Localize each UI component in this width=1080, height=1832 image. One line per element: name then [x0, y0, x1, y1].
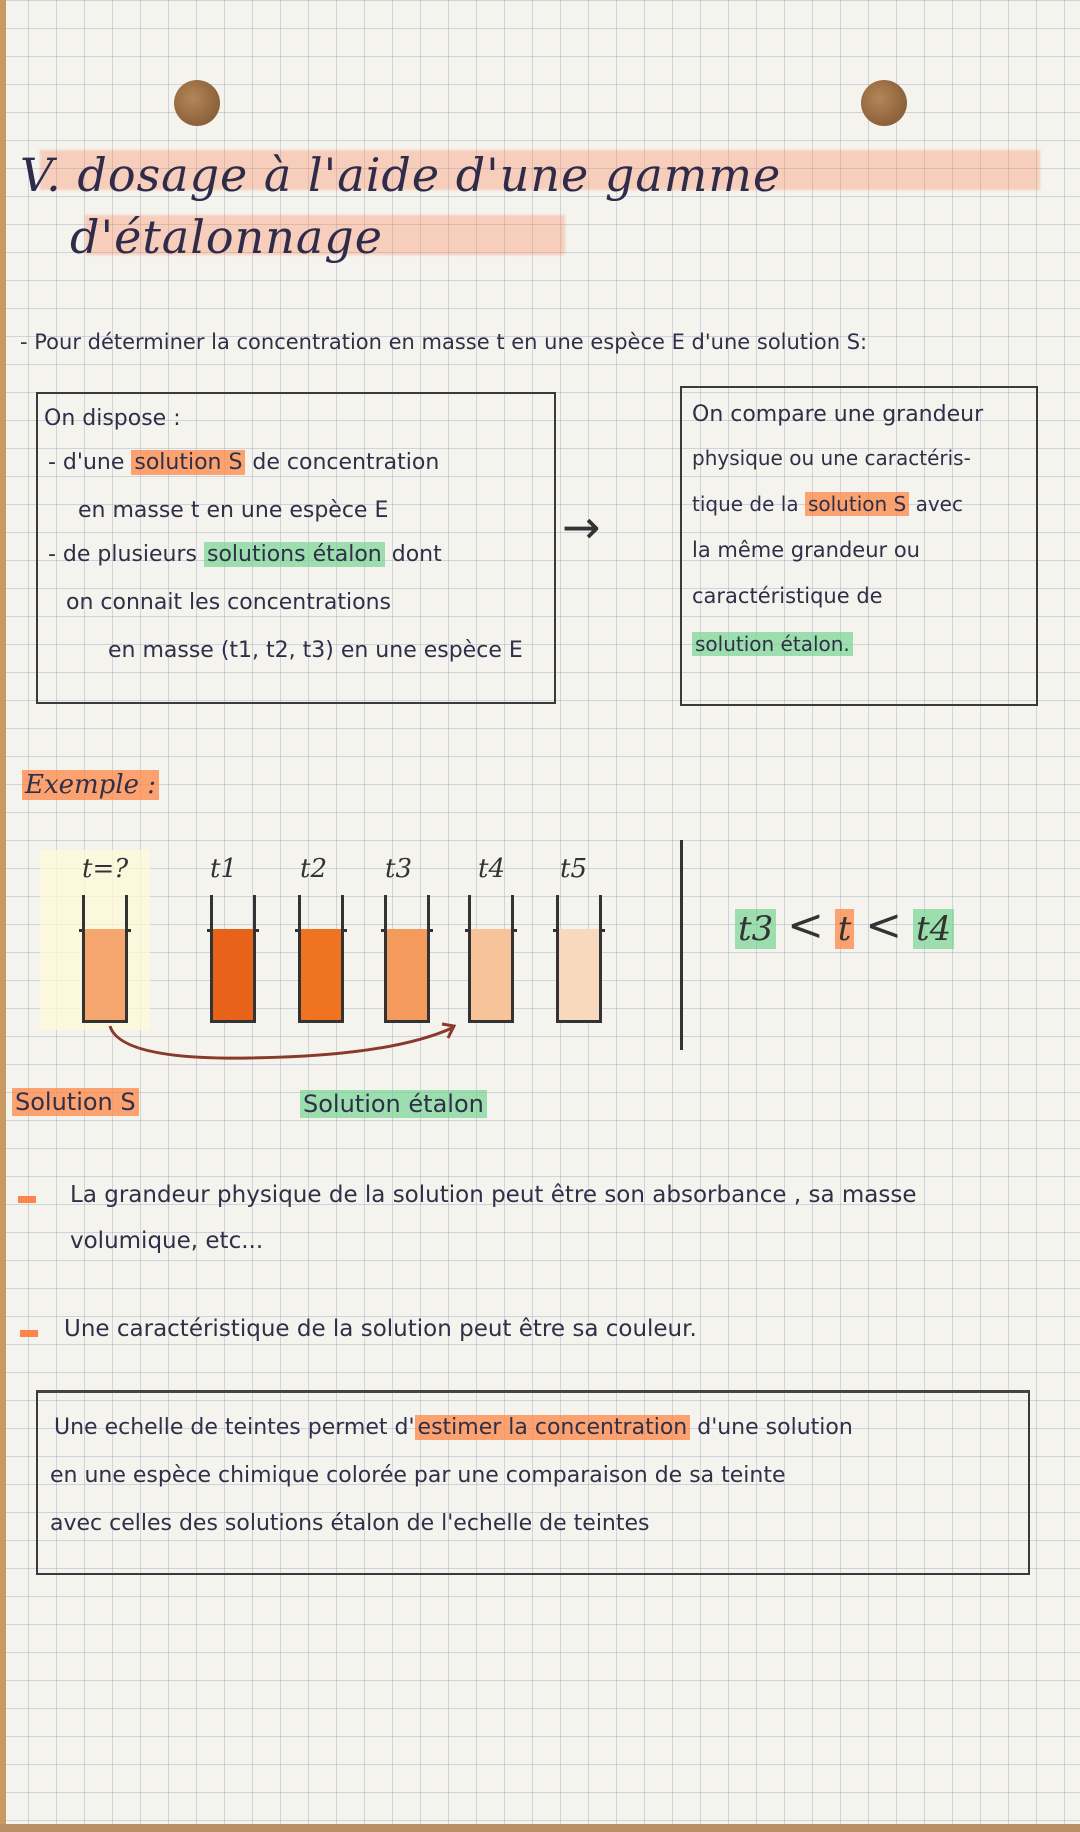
right-box-line4: la même grandeur ou [692, 538, 920, 562]
right-box [680, 386, 1038, 706]
binder-hole-right [861, 80, 907, 126]
comparison-t3: t3 [735, 909, 776, 949]
tube-t4-liquid [471, 929, 511, 1020]
paper-edge [0, 0, 6, 1832]
tube-t5 [556, 895, 602, 1023]
tube-label-t4: t4 [478, 854, 505, 884]
page-title: V. dosage à l'aide d'une gamme [20, 148, 782, 202]
right-box-line5: caractéristique de [692, 584, 883, 608]
tube-t1-liquid [213, 929, 253, 1020]
estimate-concentration-highlight: estimer la concentration [415, 1415, 691, 1440]
solution-s-highlight: solution S [131, 450, 245, 475]
tube-unknown-liquid [85, 929, 125, 1020]
comparison-op1: < [787, 900, 824, 951]
tube-t1 [210, 895, 256, 1023]
left-box [36, 392, 556, 704]
comparison-arrow-icon [90, 1010, 470, 1070]
left-box-line5: en masse (t1, t2, t3) en une espèce E [108, 638, 523, 663]
solution-etalon-highlight: solution étalon. [692, 632, 853, 656]
bullet-marker-1 [18, 1196, 36, 1203]
label-solution-etalon: Solution étalon [300, 1090, 487, 1118]
right-box-line1: On compare une grandeur [692, 402, 984, 427]
bottom-box-line1: Une echelle de teintes permet d' estimer la concentration d'une solution [54, 1415, 853, 1440]
bullet-1-line2: volumique, etc... [70, 1228, 264, 1254]
tube-t2 [298, 895, 344, 1023]
solutions-etalon-highlight: solutions étalon [204, 542, 385, 567]
binder-hole-left [174, 80, 220, 126]
tube-t3 [384, 895, 430, 1023]
bottom-box [36, 1390, 1030, 1575]
comparison-expression [735, 900, 954, 951]
left-box-line4: on connait les concentrations [66, 590, 391, 615]
left-box-line3: - de plusieurs solutions étalon dont [48, 542, 442, 567]
bottom-box-line2: en une espèce chimique colorée par une comparaison de sa teinte [50, 1463, 786, 1488]
bottom-box-line3: avec celles des solutions étalon de l'echelle de teintes [50, 1511, 650, 1536]
bullet-1-line1: La grandeur physique de la solution peut être son absorbance , sa masse [70, 1182, 917, 1208]
left-box-heading: On dispose : [44, 406, 181, 431]
tube-t3-liquid [387, 929, 427, 1020]
right-box-line2: physique ou une caractéris- [692, 446, 971, 470]
paper-edge-bottom [0, 1824, 1080, 1832]
page-title-line2: d'étalonnage [70, 210, 383, 264]
left-box-line1: - d'une solution S de concentration [48, 450, 440, 475]
tube-label-t5: t5 [560, 854, 587, 884]
tube-t4 [468, 895, 514, 1023]
left-box-line2: en masse t en une espèce E [78, 498, 389, 523]
tube-label-t1: t1 [210, 854, 237, 884]
intro-text: - Pour déterminer la concentration en masse t en une espèce E d'une solution S: [20, 330, 868, 354]
tube-unknown [82, 895, 128, 1023]
label-solution-s: Solution S [12, 1088, 139, 1116]
right-box-line3: tique de la solution S avec [692, 492, 963, 516]
comparison-op2: < [865, 900, 903, 951]
bullet-marker-2 [20, 1330, 38, 1337]
example-divider [680, 840, 683, 1050]
comparison-t4: t4 [913, 909, 954, 949]
tube-t5-liquid [559, 929, 599, 1020]
arrow-icon: → [562, 500, 601, 554]
bullet-2: Une caractéristique de la solution peut être sa couleur. [64, 1316, 697, 1342]
comparison-t: t [835, 909, 855, 949]
example-heading: Exemple : [22, 770, 159, 800]
tube-label-t2: t2 [300, 854, 327, 884]
tube-label-unknown: t=? [82, 854, 129, 884]
tube-label-t3: t3 [385, 854, 412, 884]
right-box-line6 [692, 632, 853, 656]
solution-s-highlight-2: solution S [805, 492, 909, 516]
tube-t2-liquid [301, 929, 341, 1020]
